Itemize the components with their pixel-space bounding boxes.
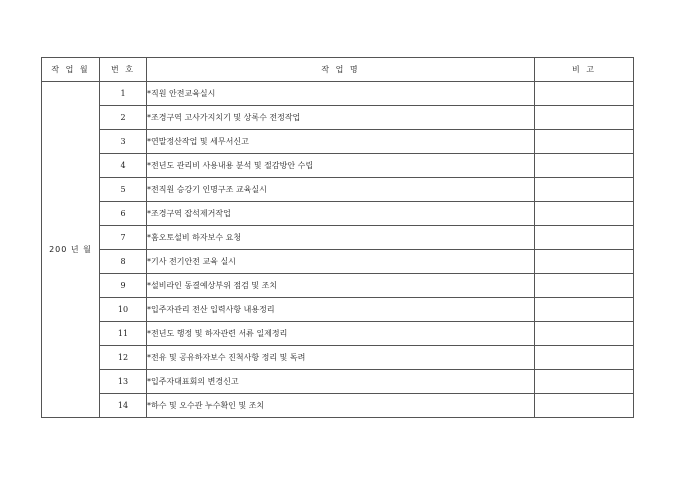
task-name: *기사 전기안전 교육 실시 — [147, 250, 535, 274]
task-name: *전직원 승강기 인명구조 교육실시 — [147, 178, 535, 202]
task-name: *하수 및 오수관 누수확인 및 조치 — [147, 394, 535, 418]
row-number: 9 — [100, 274, 147, 298]
note-cell — [535, 346, 634, 370]
task-name: *직원 안전교육실시 — [147, 82, 535, 106]
note-cell — [535, 202, 634, 226]
task-name: *설비라인 동결예상부위 점검 및 조치 — [147, 274, 535, 298]
task-name: *조경구역 고사가지치기 및 상록수 전정작업 — [147, 106, 535, 130]
task-name: *연말정산작업 및 세무서신고 — [147, 130, 535, 154]
note-cell — [535, 322, 634, 346]
table-row — [42, 370, 634, 394]
row-number: 4 — [100, 154, 147, 178]
work-schedule-table — [41, 57, 634, 418]
table-row — [42, 274, 634, 298]
row-number: 2 — [100, 106, 147, 130]
header-number: 번 호 — [100, 58, 147, 82]
note-cell — [535, 82, 634, 106]
note-cell — [535, 250, 634, 274]
row-number: 5 — [100, 178, 147, 202]
note-cell — [535, 154, 634, 178]
table-row — [42, 226, 634, 250]
note-cell — [535, 106, 634, 130]
task-name: *입주자관리 전산 입력사항 내용정리 — [147, 298, 535, 322]
row-number: 3 — [100, 130, 147, 154]
header-row — [42, 58, 634, 82]
note-cell — [535, 130, 634, 154]
table-row — [42, 346, 634, 370]
header-task: 작 업 명 — [147, 58, 535, 82]
row-number: 7 — [100, 226, 147, 250]
table-row — [42, 322, 634, 346]
task-name: *입주자대표회의 변경신고 — [147, 370, 535, 394]
task-name: *전년도 행정 및 하자관련 서류 일제정리 — [147, 322, 535, 346]
table-row — [42, 154, 634, 178]
month-cell: 200 년 월 — [42, 82, 100, 418]
note-cell — [535, 370, 634, 394]
note-cell — [535, 226, 634, 250]
row-number: 11 — [100, 322, 147, 346]
task-name: *조경구역 잡석제거작업 — [147, 202, 535, 226]
table-row — [42, 250, 634, 274]
table-row — [42, 298, 634, 322]
table-row — [42, 394, 634, 418]
table-row — [42, 106, 634, 130]
note-cell — [535, 178, 634, 202]
row-number: 6 — [100, 202, 147, 226]
row-number: 10 — [100, 298, 147, 322]
row-number: 8 — [100, 250, 147, 274]
task-name: *전년도 관리비 사용내용 분석 및 절감방안 수립 — [147, 154, 535, 178]
note-cell — [535, 394, 634, 418]
task-name: *전유 및 공유하자보수 진척사항 정리 및 독려 — [147, 346, 535, 370]
row-number: 13 — [100, 370, 147, 394]
header-month: 작 업 월 — [42, 58, 100, 82]
table-body — [42, 82, 634, 418]
row-number: 12 — [100, 346, 147, 370]
header-note: 비 고 — [535, 58, 634, 82]
row-number: 14 — [100, 394, 147, 418]
note-cell — [535, 274, 634, 298]
table-row — [42, 130, 634, 154]
table-row — [42, 178, 634, 202]
table-row — [42, 202, 634, 226]
table-row — [42, 82, 634, 106]
note-cell — [535, 298, 634, 322]
row-number: 1 — [100, 82, 147, 106]
task-name: *홈오토설비 하자보수 요청 — [147, 226, 535, 250]
